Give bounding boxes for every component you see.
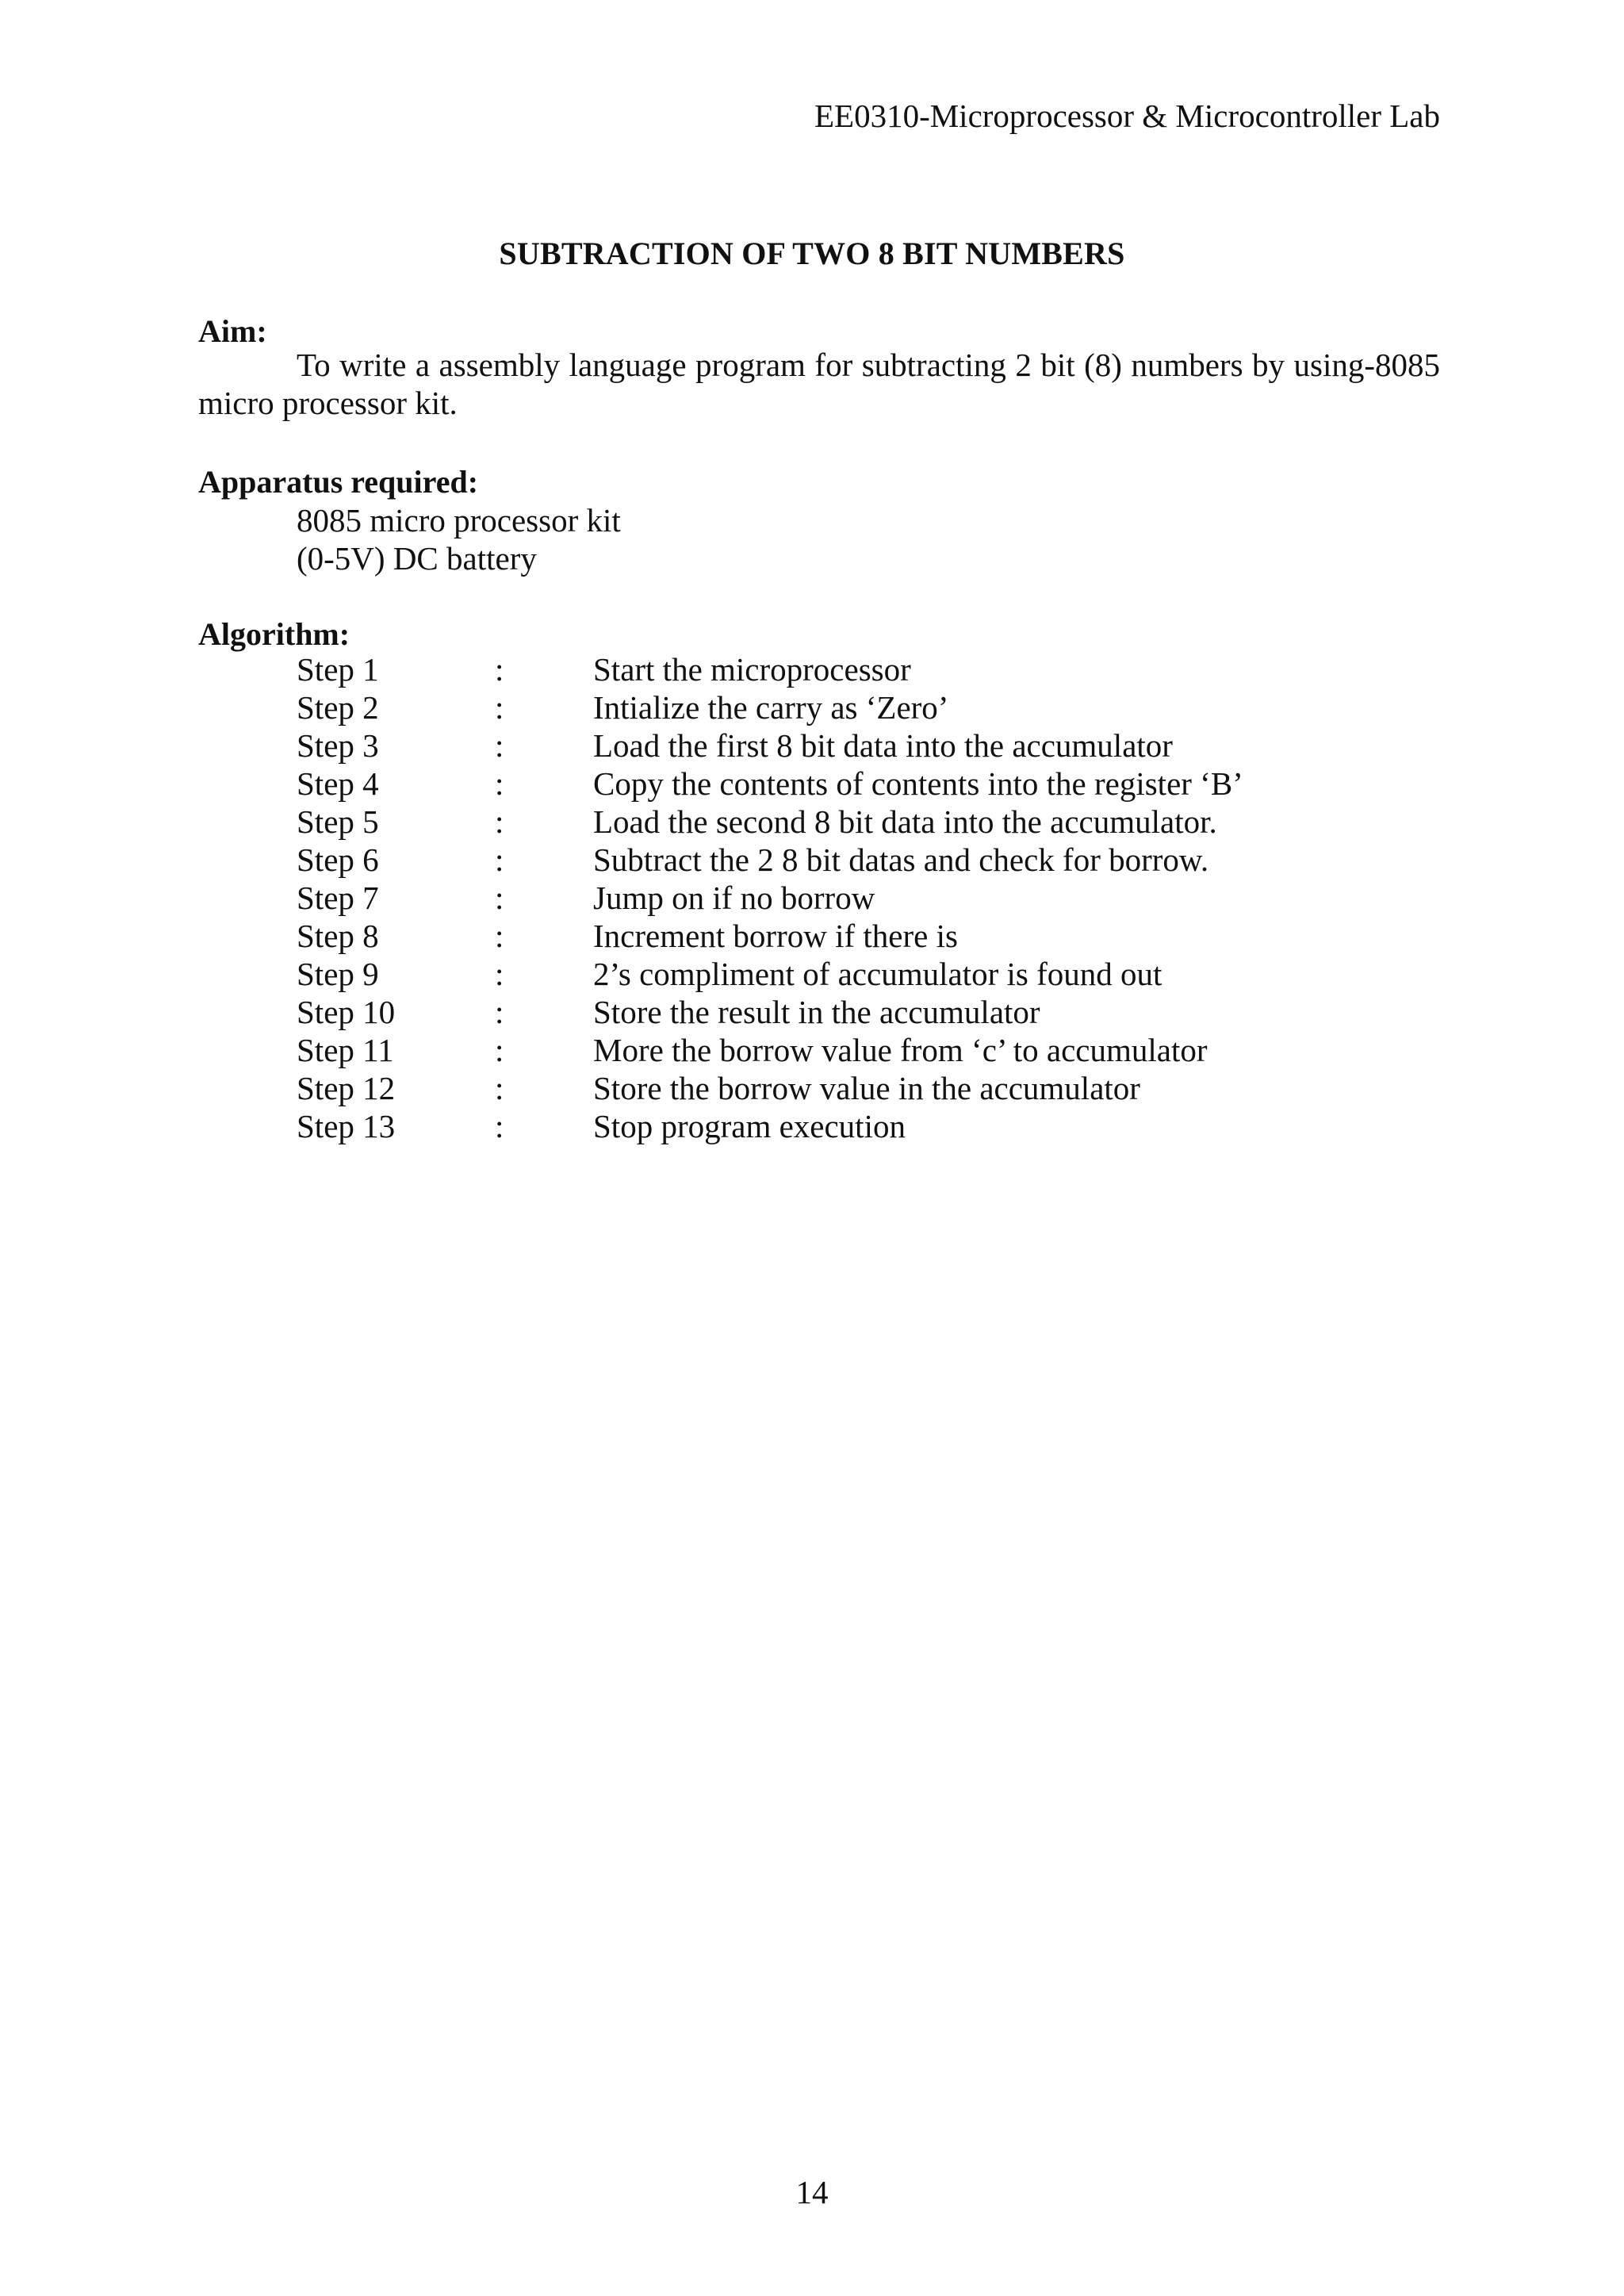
step-label: Step 3	[297, 727, 379, 764]
step-text: Store the result in the accumulator	[593, 994, 1040, 1030]
step-text: Load the first 8 bit data into the accumulator	[593, 727, 1173, 764]
step-label: Step 4	[297, 765, 379, 802]
step-separator: :	[495, 994, 504, 1030]
step-separator: :	[495, 880, 504, 916]
step-separator: :	[495, 918, 504, 954]
step-separator: :	[495, 1108, 504, 1144]
step-separator: :	[495, 689, 504, 726]
step-label: Step 10	[297, 994, 396, 1030]
step-label: Step 11	[297, 1032, 394, 1068]
page-title: SUBTRACTION OF TWO 8 BIT NUMBERS	[499, 236, 1125, 271]
page-number: 14	[795, 2174, 829, 2210]
step-separator: :	[495, 727, 504, 764]
step-label: Step 6	[297, 841, 379, 878]
aim-heading: Aim:	[198, 313, 267, 349]
step-text: Jump on if no borrow	[593, 880, 875, 916]
step-separator: :	[495, 1032, 504, 1068]
step-text: Increment borrow if there is	[593, 918, 958, 954]
running-header: EE0310-Microprocessor & Microcontroller Lab	[814, 98, 1440, 134]
step-label: Step 13	[297, 1108, 396, 1144]
step-text: 2’s compliment of accumulator is found out	[593, 956, 1162, 992]
step-label: Step 12	[297, 1070, 396, 1106]
algorithm-heading: Algorithm:	[198, 616, 350, 652]
step-text: Subtract the 2 8 bit datas and check for borrow.	[593, 841, 1209, 878]
step-text: More the borrow value from ‘c’ to accumulator	[593, 1032, 1208, 1068]
step-text: Load the second 8 bit data into the accumulator.	[593, 803, 1217, 840]
apparatus-heading: Apparatus required:	[198, 464, 479, 500]
step-label: Step 2	[297, 689, 379, 726]
aim-paragraph	[198, 346, 1440, 422]
aim-text: To write a assembly language program for subtracting 2 bit (8) numbers by using-8085 micro processor kit.	[198, 347, 1440, 421]
step-text: Copy the contents of contents into the register ‘B’	[593, 765, 1243, 802]
step-label: Step 5	[297, 803, 379, 840]
apparatus-item: (0-5V) DC battery	[297, 540, 537, 577]
step-text: Intialize the carry as ‘Zero’	[593, 689, 949, 726]
step-label: Step 7	[297, 880, 379, 916]
step-label: Step 1	[297, 651, 379, 688]
step-text: Stop program execution	[593, 1108, 906, 1144]
step-label: Step 8	[297, 918, 379, 954]
step-separator: :	[495, 1070, 504, 1106]
step-text: Store the borrow value in the accumulator	[593, 1070, 1140, 1106]
step-separator: :	[495, 803, 504, 840]
step-separator: :	[495, 841, 504, 878]
step-label: Step 9	[297, 956, 379, 992]
step-separator: :	[495, 651, 504, 688]
apparatus-item: 8085 micro processor kit	[297, 502, 621, 539]
step-separator: :	[495, 956, 504, 992]
step-text: Start the microprocessor	[593, 651, 911, 688]
step-separator: :	[495, 765, 504, 802]
